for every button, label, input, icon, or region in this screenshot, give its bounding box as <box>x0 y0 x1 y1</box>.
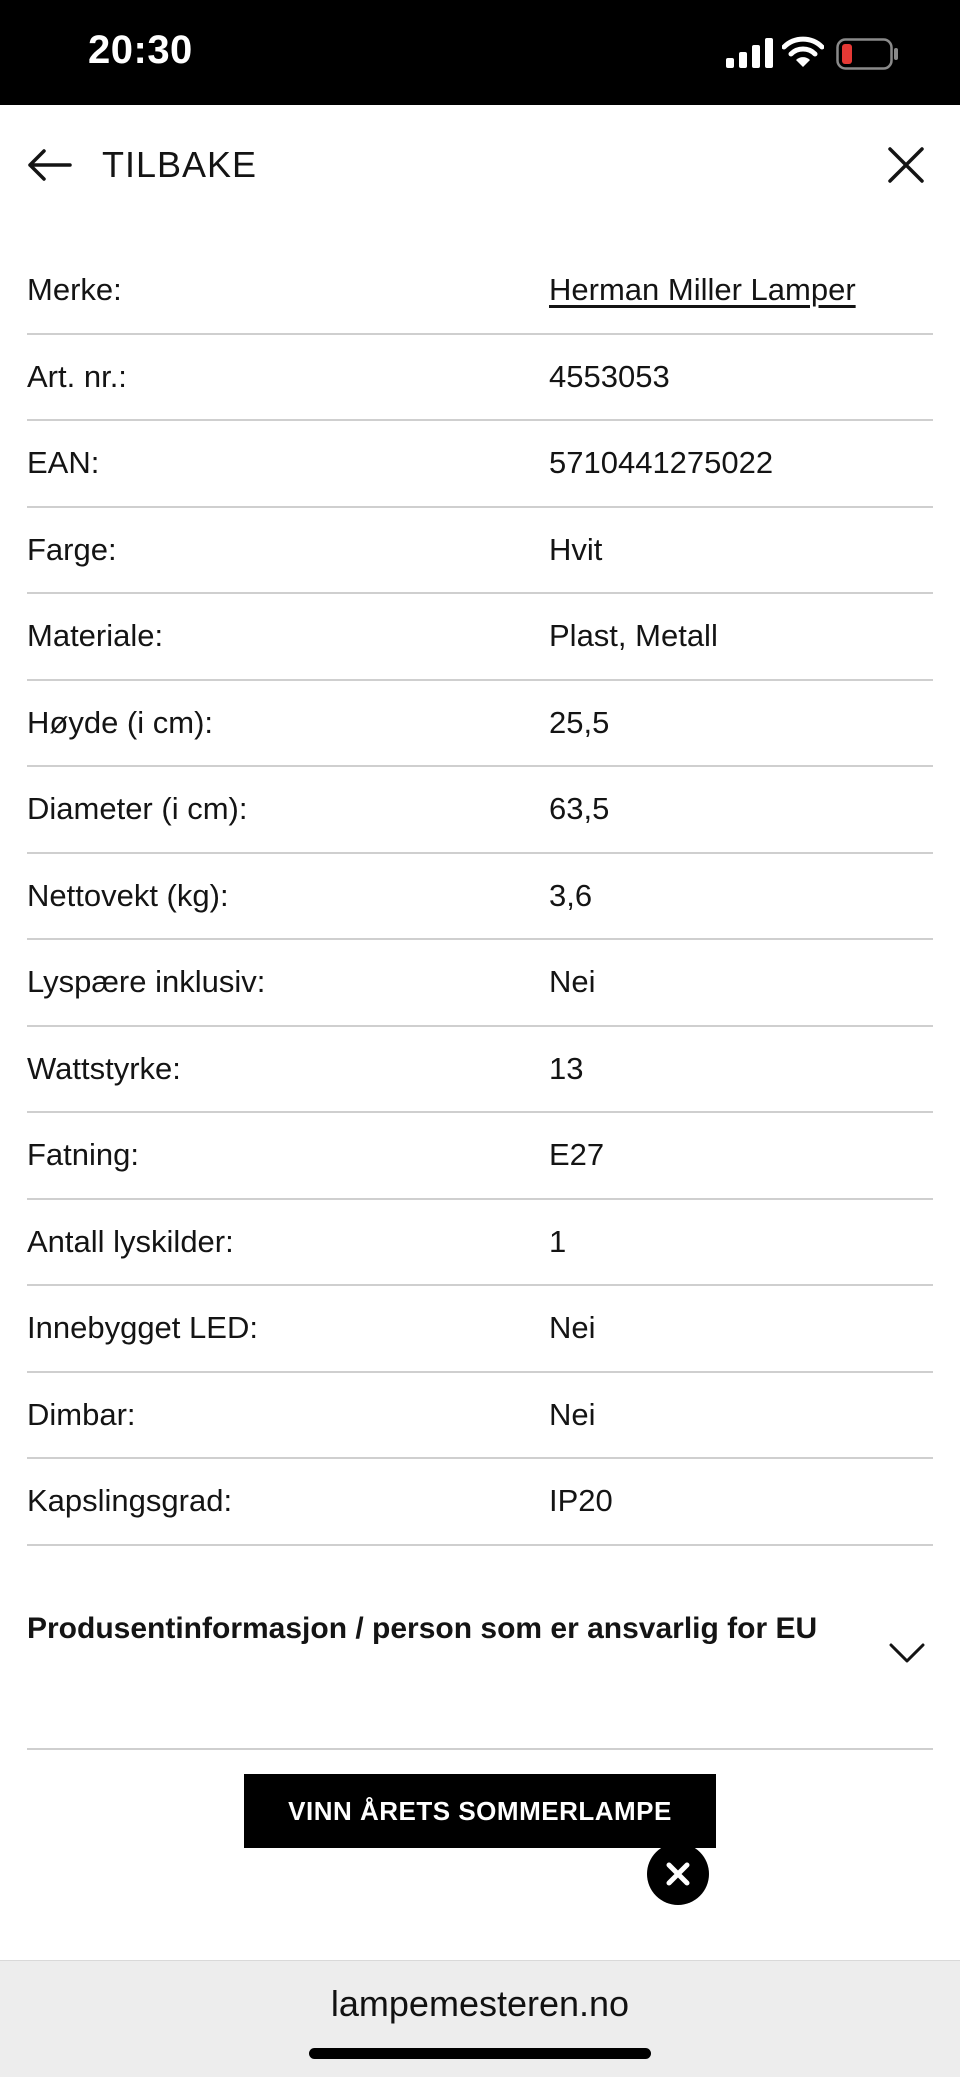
promo-button[interactable]: VINN ÅRETS SOMMERLAMPE <box>244 1774 716 1848</box>
spec-label: Kapslingsgrad: <box>27 1483 233 1519</box>
spec-row-material <box>27 594 933 681</box>
spec-label: Dimbar: <box>27 1396 136 1432</box>
spec-label: EAN: <box>27 445 100 481</box>
spec-label: Farge: <box>27 531 117 567</box>
spec-table <box>27 248 933 1546</box>
arrow-left-icon <box>26 147 72 183</box>
promo-close-button[interactable] <box>647 1843 709 1905</box>
spec-row-color <box>27 508 933 595</box>
spec-row-dimmable <box>27 1373 933 1460</box>
brand-link[interactable]: Herman Miller Lamper <box>549 272 856 308</box>
spec-row-light-sources <box>27 1200 933 1287</box>
spec-value: Nei <box>549 1396 596 1432</box>
close-icon[interactable] <box>880 139 932 191</box>
spec-value: 25,5 <box>549 704 610 740</box>
spec-label: Innebygget LED: <box>27 1310 258 1346</box>
home-indicator[interactable] <box>309 2048 651 2059</box>
spec-row-socket <box>27 1113 933 1200</box>
spec-label: Høyde (i cm): <box>27 704 213 740</box>
spec-value: Nei <box>549 1310 596 1346</box>
back-button[interactable] <box>26 135 257 195</box>
spec-label: Nettovekt (kg): <box>27 877 229 913</box>
close-icon <box>665 1861 691 1887</box>
header <box>0 105 960 225</box>
spec-row-ip-rating <box>27 1459 933 1546</box>
battery-low-icon <box>836 38 900 70</box>
accordion-title: Produsentinformasjon / person som er ansvarlig for EU <box>27 1612 818 1645</box>
spec-label: Wattstyrke: <box>27 1050 181 1086</box>
browser-address-bar <box>0 1960 960 2077</box>
status-time: 20:30 <box>88 28 193 72</box>
spec-row-built-in-led <box>27 1286 933 1373</box>
spec-value: 5710441275022 <box>549 445 774 481</box>
spec-value: Plast, Metall <box>549 618 718 654</box>
spec-value: 13 <box>549 1050 584 1086</box>
spec-value: 1 <box>549 1223 567 1259</box>
spec-label: Fatning: <box>27 1137 140 1173</box>
spec-label: Antall lyskilder: <box>27 1223 234 1259</box>
signal-icon <box>726 38 774 68</box>
spec-label: Art. nr.: <box>27 358 127 394</box>
spec-row-diameter <box>27 767 933 854</box>
back-label: TILBAKE <box>102 144 258 185</box>
spec-value: Hvit <box>549 531 603 567</box>
spec-row-net-weight <box>27 854 933 941</box>
spec-value: IP20 <box>549 1483 613 1519</box>
spec-value: E27 <box>549 1137 605 1173</box>
spec-label: Lyspære inklusiv: <box>27 964 266 1000</box>
spec-row-article-number <box>27 335 933 422</box>
spec-row-wattage <box>27 1027 933 1114</box>
chevron-down-icon <box>889 1642 925 1664</box>
spec-label: Materiale: <box>27 618 164 654</box>
spec-label: Merke: <box>27 272 122 308</box>
spec-value: 4553053 <box>549 358 670 394</box>
spec-value: 63,5 <box>549 791 610 827</box>
spec-value: Nei <box>549 964 596 1000</box>
spec-row-brand <box>27 248 933 335</box>
spec-label: Diameter (i cm): <box>27 791 248 827</box>
spec-row-ean <box>27 421 933 508</box>
spec-value: 3,6 <box>549 877 593 913</box>
spec-row-height <box>27 681 933 768</box>
url-label[interactable]: lampemesteren.no <box>330 1983 630 2024</box>
manufacturer-info-accordion[interactable] <box>27 1560 933 1750</box>
spec-row-bulb-included <box>27 940 933 1027</box>
status-bar <box>0 0 960 105</box>
wifi-icon <box>782 36 824 68</box>
